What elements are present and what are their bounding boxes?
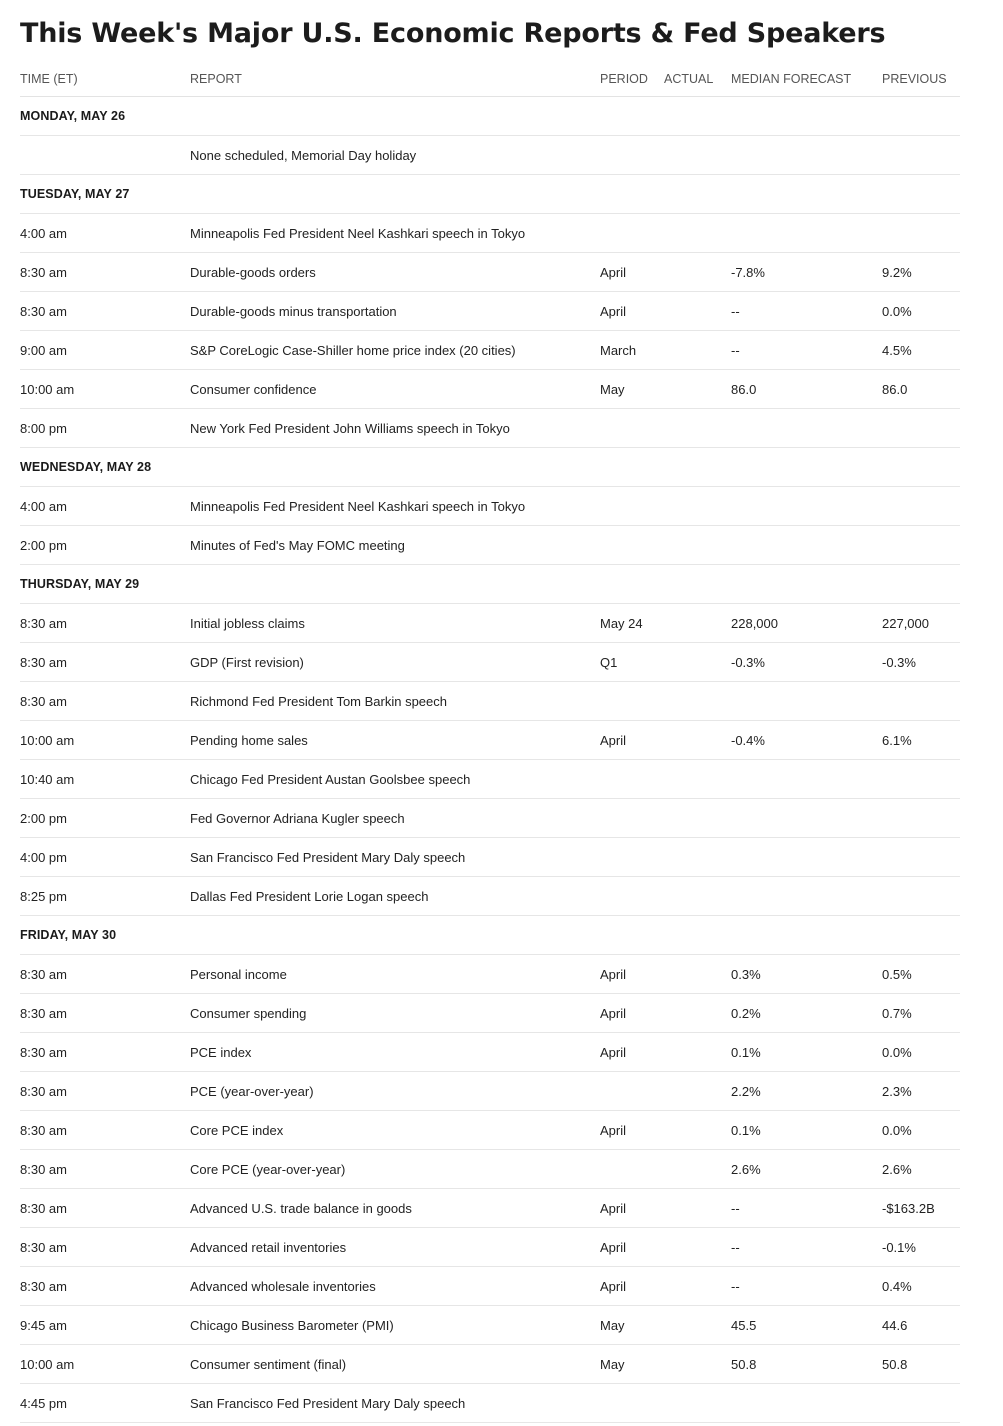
cell-previous — [882, 487, 960, 526]
cell-period — [600, 877, 664, 916]
table-row — [20, 1033, 960, 1072]
cell-report: Dallas Fed President Lorie Logan speech — [190, 877, 600, 916]
cell-actual — [664, 370, 731, 409]
table-row — [20, 253, 960, 292]
day-header-row — [20, 175, 960, 214]
cell-period: April — [600, 1033, 664, 1072]
cell-actual — [664, 136, 731, 175]
cell-actual — [664, 1033, 731, 1072]
cell-period — [600, 1072, 664, 1111]
cell-report: Consumer spending — [190, 994, 600, 1033]
cell-previous: 0.5% — [882, 955, 960, 994]
cell-report: Minneapolis Fed President Neel Kashkari speech in Tokyo — [190, 487, 600, 526]
cell-actual — [664, 1306, 731, 1345]
cell-previous: 86.0 — [882, 370, 960, 409]
cell-time: 8:00 pm — [20, 409, 190, 448]
cell-period — [600, 487, 664, 526]
cell-time: 4:00 pm — [20, 838, 190, 877]
cell-period: Q1 — [600, 643, 664, 682]
table-row — [20, 292, 960, 331]
table-row — [20, 526, 960, 565]
cell-report: Minutes of Fed's May FOMC meeting — [190, 526, 600, 565]
cell-report: New York Fed President John Williams speech in Tokyo — [190, 409, 600, 448]
cell-actual — [664, 1384, 731, 1423]
cell-report: Pending home sales — [190, 721, 600, 760]
table-row — [20, 799, 960, 838]
day-header-row — [20, 97, 960, 136]
cell-previous: 0.4% — [882, 1267, 960, 1306]
cell-time: 8:30 am — [20, 604, 190, 643]
cell-period: May — [600, 1345, 664, 1384]
cell-previous: -0.3% — [882, 643, 960, 682]
cell-period: April — [600, 1111, 664, 1150]
cell-period: April — [600, 1267, 664, 1306]
table-row — [20, 838, 960, 877]
cell-time: 8:30 am — [20, 292, 190, 331]
table-row — [20, 877, 960, 916]
cell-median-forecast: 0.1% — [731, 1033, 882, 1072]
cell-previous — [882, 682, 960, 721]
cell-median-forecast: -0.3% — [731, 643, 882, 682]
cell-median-forecast: -- — [731, 292, 882, 331]
page-title: This Week's Major U.S. Economic Reports & Fed Speakers — [20, 18, 886, 49]
cell-time: 8:30 am — [20, 1111, 190, 1150]
cell-period: April — [600, 1189, 664, 1228]
table-row — [20, 1345, 960, 1384]
cell-period: April — [600, 253, 664, 292]
cell-report: Chicago Business Barometer (PMI) — [190, 1306, 600, 1345]
cell-time: 8:30 am — [20, 1267, 190, 1306]
cell-median-forecast — [731, 1384, 882, 1423]
table-row — [20, 994, 960, 1033]
cell-median-forecast — [731, 214, 882, 253]
cell-period: May — [600, 370, 664, 409]
cell-actual — [664, 1267, 731, 1306]
cell-time: 2:00 pm — [20, 526, 190, 565]
table-row — [20, 1111, 960, 1150]
table-row — [20, 760, 960, 799]
cell-median-forecast: 86.0 — [731, 370, 882, 409]
cell-report: Advanced wholesale inventories — [190, 1267, 600, 1306]
cell-previous: 0.0% — [882, 292, 960, 331]
cell-previous: 2.3% — [882, 1072, 960, 1111]
column-header-report: REPORT — [190, 61, 600, 97]
cell-time: 8:30 am — [20, 643, 190, 682]
cell-time: 10:00 am — [20, 370, 190, 409]
cell-report: Durable-goods orders — [190, 253, 600, 292]
cell-report: Advanced U.S. trade balance in goods — [190, 1189, 600, 1228]
table-header-row — [20, 61, 960, 97]
column-header-time: TIME (ET) — [20, 61, 190, 97]
column-header-previous: PREVIOUS — [882, 61, 960, 97]
cell-median-forecast: 2.2% — [731, 1072, 882, 1111]
table-row — [20, 682, 960, 721]
cell-median-forecast — [731, 526, 882, 565]
cell-time: 8:30 am — [20, 253, 190, 292]
cell-period: April — [600, 292, 664, 331]
cell-actual — [664, 838, 731, 877]
cell-previous — [882, 760, 960, 799]
cell-median-forecast: -- — [731, 1189, 882, 1228]
cell-period — [600, 682, 664, 721]
cell-median-forecast: -- — [731, 1267, 882, 1306]
day-header-row — [20, 916, 960, 955]
cell-report: None scheduled, Memorial Day holiday — [190, 136, 600, 175]
cell-actual — [664, 1072, 731, 1111]
cell-actual — [664, 955, 731, 994]
cell-median-forecast: -0.4% — [731, 721, 882, 760]
cell-median-forecast: 228,000 — [731, 604, 882, 643]
cell-report: Consumer confidence — [190, 370, 600, 409]
cell-previous: 6.1% — [882, 721, 960, 760]
cell-previous — [882, 877, 960, 916]
cell-previous: 227,000 — [882, 604, 960, 643]
table-row — [20, 1306, 960, 1345]
cell-time: 9:45 am — [20, 1306, 190, 1345]
cell-period: May — [600, 1306, 664, 1345]
cell-period: April — [600, 721, 664, 760]
cell-median-forecast: 45.5 — [731, 1306, 882, 1345]
cell-time: 8:30 am — [20, 955, 190, 994]
cell-actual — [664, 526, 731, 565]
day-label: FRIDAY, MAY 30 — [20, 916, 960, 955]
cell-time: 8:30 am — [20, 1189, 190, 1228]
cell-previous: 0.0% — [882, 1033, 960, 1072]
cell-period — [600, 1150, 664, 1189]
cell-period — [600, 526, 664, 565]
cell-actual — [664, 331, 731, 370]
cell-time: 8:30 am — [20, 1033, 190, 1072]
cell-period: May 24 — [600, 604, 664, 643]
cell-actual — [664, 214, 731, 253]
cell-previous: 0.7% — [882, 994, 960, 1033]
table-row — [20, 136, 960, 175]
cell-median-forecast — [731, 838, 882, 877]
cell-time: 8:30 am — [20, 1072, 190, 1111]
table-row — [20, 370, 960, 409]
cell-period — [600, 760, 664, 799]
cell-time: 10:00 am — [20, 721, 190, 760]
column-header-period: PERIOD — [600, 61, 664, 97]
cell-previous: -$163.2B — [882, 1189, 960, 1228]
cell-previous — [882, 136, 960, 175]
cell-previous — [882, 838, 960, 877]
cell-previous: 2.6% — [882, 1150, 960, 1189]
cell-actual — [664, 487, 731, 526]
cell-time: 9:00 am — [20, 331, 190, 370]
cell-median-forecast: -7.8% — [731, 253, 882, 292]
cell-median-forecast — [731, 409, 882, 448]
cell-actual — [664, 1189, 731, 1228]
cell-report: Minneapolis Fed President Neel Kashkari speech in Tokyo — [190, 214, 600, 253]
cell-report: Personal income — [190, 955, 600, 994]
table-row — [20, 1150, 960, 1189]
cell-previous: 0.0% — [882, 1111, 960, 1150]
cell-period — [600, 409, 664, 448]
cell-median-forecast: -- — [731, 1228, 882, 1267]
day-header-row — [20, 448, 960, 487]
cell-time: 8:30 am — [20, 1150, 190, 1189]
cell-period — [600, 214, 664, 253]
table-body — [20, 97, 960, 1423]
cell-period: April — [600, 955, 664, 994]
column-header-actual: ACTUAL — [664, 61, 731, 97]
cell-actual — [664, 1345, 731, 1384]
day-label: TUESDAY, MAY 27 — [20, 175, 960, 214]
cell-time: 10:40 am — [20, 760, 190, 799]
cell-actual — [664, 292, 731, 331]
table-row — [20, 1384, 960, 1423]
cell-actual — [664, 799, 731, 838]
cell-period — [600, 1384, 664, 1423]
cell-report: Richmond Fed President Tom Barkin speech — [190, 682, 600, 721]
table-row — [20, 1267, 960, 1306]
cell-median-forecast — [731, 136, 882, 175]
cell-actual — [664, 760, 731, 799]
cell-median-forecast: 2.6% — [731, 1150, 882, 1189]
table-row — [20, 955, 960, 994]
table-row — [20, 487, 960, 526]
cell-median-forecast — [731, 487, 882, 526]
cell-time: 4:00 am — [20, 214, 190, 253]
day-label: WEDNESDAY, MAY 28 — [20, 448, 960, 487]
cell-previous: 44.6 — [882, 1306, 960, 1345]
cell-report: S&P CoreLogic Case-Shiller home price index (20 cities) — [190, 331, 600, 370]
cell-previous — [882, 1384, 960, 1423]
cell-period — [600, 838, 664, 877]
cell-actual — [664, 994, 731, 1033]
cell-actual — [664, 643, 731, 682]
table-row — [20, 409, 960, 448]
cell-actual — [664, 409, 731, 448]
cell-period: March — [600, 331, 664, 370]
cell-previous — [882, 799, 960, 838]
cell-median-forecast: -- — [731, 331, 882, 370]
cell-period: April — [600, 1228, 664, 1267]
cell-report: PCE (year-over-year) — [190, 1072, 600, 1111]
cell-median-forecast — [731, 760, 882, 799]
cell-time — [20, 136, 190, 175]
table-row — [20, 214, 960, 253]
cell-previous — [882, 214, 960, 253]
cell-time: 8:30 am — [20, 1228, 190, 1267]
cell-report: PCE index — [190, 1033, 600, 1072]
economic-calendar-table — [20, 61, 960, 1423]
table-row — [20, 1189, 960, 1228]
cell-report: Core PCE index — [190, 1111, 600, 1150]
cell-time: 2:00 pm — [20, 799, 190, 838]
table-row — [20, 331, 960, 370]
cell-median-forecast — [731, 682, 882, 721]
cell-median-forecast: 0.1% — [731, 1111, 882, 1150]
cell-median-forecast: 50.8 — [731, 1345, 882, 1384]
cell-median-forecast: 0.2% — [731, 994, 882, 1033]
cell-median-forecast: 0.3% — [731, 955, 882, 994]
cell-report: Consumer sentiment (final) — [190, 1345, 600, 1384]
cell-previous: -0.1% — [882, 1228, 960, 1267]
cell-report: Chicago Fed President Austan Goolsbee speech — [190, 760, 600, 799]
cell-report: San Francisco Fed President Mary Daly speech — [190, 838, 600, 877]
cell-median-forecast — [731, 799, 882, 838]
table-row — [20, 604, 960, 643]
cell-previous: 50.8 — [882, 1345, 960, 1384]
cell-report: Advanced retail inventories — [190, 1228, 600, 1267]
cell-time: 10:00 am — [20, 1345, 190, 1384]
cell-actual — [664, 1150, 731, 1189]
cell-previous — [882, 409, 960, 448]
cell-period — [600, 799, 664, 838]
cell-period — [600, 136, 664, 175]
cell-previous: 9.2% — [882, 253, 960, 292]
cell-report: GDP (First revision) — [190, 643, 600, 682]
column-header-median-forecast: MEDIAN FORECAST — [731, 61, 882, 97]
cell-actual — [664, 682, 731, 721]
cell-time: 8:30 am — [20, 682, 190, 721]
day-label: MONDAY, MAY 26 — [20, 97, 960, 136]
cell-period: April — [600, 994, 664, 1033]
cell-report: Fed Governor Adriana Kugler speech — [190, 799, 600, 838]
cell-previous: 4.5% — [882, 331, 960, 370]
cell-time: 8:25 pm — [20, 877, 190, 916]
cell-time: 8:30 am — [20, 994, 190, 1033]
cell-actual — [664, 877, 731, 916]
cell-report: Durable-goods minus transportation — [190, 292, 600, 331]
cell-actual — [664, 1111, 731, 1150]
cell-actual — [664, 1228, 731, 1267]
day-label: THURSDAY, MAY 29 — [20, 565, 960, 604]
cell-report: Core PCE (year-over-year) — [190, 1150, 600, 1189]
cell-median-forecast — [731, 877, 882, 916]
cell-report: Initial jobless claims — [190, 604, 600, 643]
cell-report: San Francisco Fed President Mary Daly speech — [190, 1384, 600, 1423]
table-row — [20, 1228, 960, 1267]
cell-actual — [664, 604, 731, 643]
cell-time: 4:45 pm — [20, 1384, 190, 1423]
day-header-row — [20, 565, 960, 604]
table-row — [20, 1072, 960, 1111]
table-row — [20, 721, 960, 760]
cell-actual — [664, 721, 731, 760]
cell-actual — [664, 253, 731, 292]
cell-previous — [882, 526, 960, 565]
cell-time: 4:00 am — [20, 487, 190, 526]
table-row — [20, 643, 960, 682]
